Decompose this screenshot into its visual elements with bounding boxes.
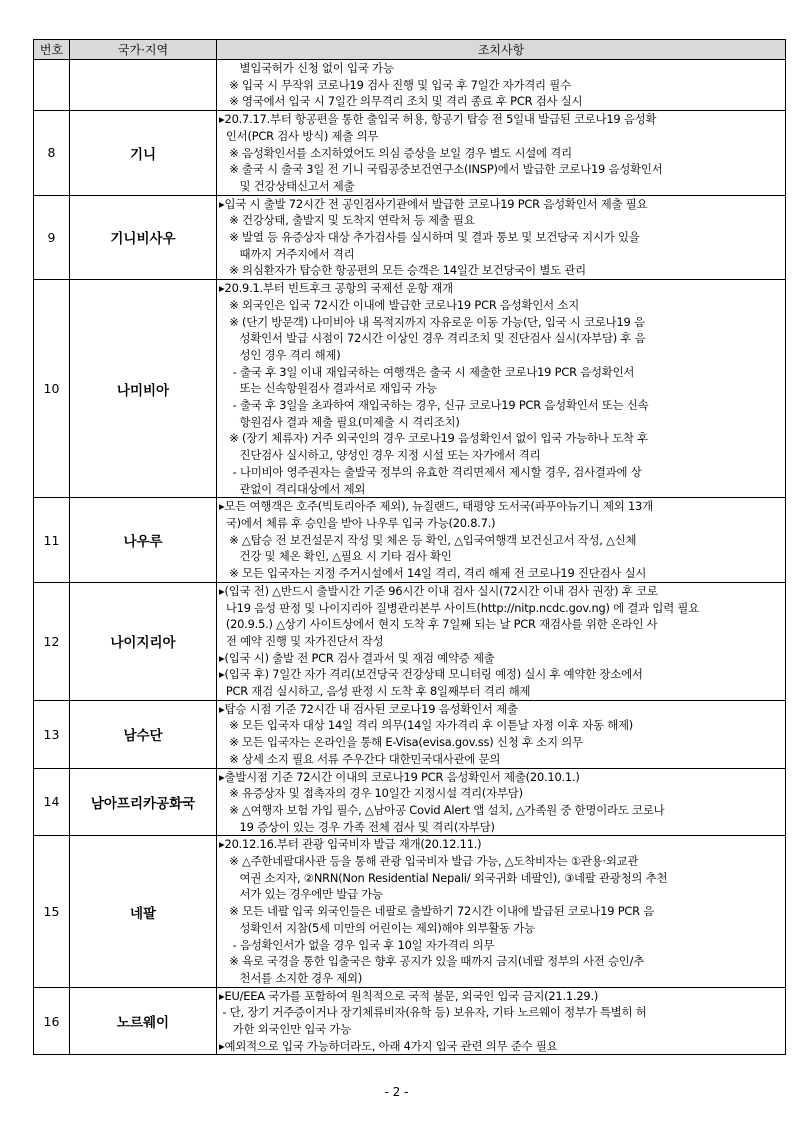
header-number: 번호 — [34, 40, 70, 60]
measure-line: ※ 건강상태, 출발지 및 도착지 연락처 등 제출 필요 — [219, 213, 475, 228]
measures-cell — [217, 987, 786, 1055]
table-header-row — [34, 40, 786, 60]
row-number: 9 — [34, 195, 70, 280]
measure-line: - 나미비아 영주권자는 출발국 정부의 유효한 격리면제서 제시할 경우, 검사결과에 상 — [219, 464, 642, 479]
country-name: 기니비사우 — [70, 195, 217, 280]
measures-cell — [217, 280, 786, 498]
measure-line: 때까지 거주지에서 격리 — [219, 246, 355, 261]
measure-line: ※ 의심환자가 탑승한 항공편의 모든 승객은 14일간 보건당국이 별도 관리 — [219, 263, 586, 278]
table-row — [34, 280, 786, 498]
measure-line: 성인 경우 격리 해제) — [219, 347, 341, 362]
measure-line: 국)에서 체류 후 승인을 받아 나우루 입국 가능(20.8.7.) — [219, 515, 496, 530]
table-row — [34, 60, 786, 111]
measure-line: 전 예약 진행 및 자가진단서 작성 — [219, 633, 384, 648]
table-row — [34, 195, 786, 280]
measure-line: ▸20.9.1.부터 빈트후크 공항의 국제선 운항 재개 — [219, 281, 453, 296]
measure-line: ※ 발열 등 유증상자 대상 추가검사를 실시하며 및 결과 통보 및 보건당국 지시가 있을 — [219, 230, 640, 245]
country-name — [70, 60, 217, 111]
measure-line: ※ 음성확인서를 소지하였어도 의심 증상을 보일 경우 별도 시설에 격리 — [219, 145, 572, 160]
measure-line: 관없이 격리대상에서 제외 — [219, 481, 366, 496]
country-name: 나이지리아 — [70, 582, 217, 700]
country-name: 남수단 — [70, 700, 217, 768]
measure-line: ▸예외적으로 입국 가능하더라도, 아래 4가지 입국 관련 의무 준수 필요 — [219, 1038, 558, 1053]
measure-line: ※ 영국에서 입국 시 7일간 의무격리 조치 및 격리 종료 후 PCR 검사 실시 — [219, 94, 583, 109]
row-number: 8 — [34, 111, 70, 196]
measures-cell — [217, 768, 786, 836]
measures-cell — [217, 700, 786, 768]
row-number: 16 — [34, 987, 70, 1055]
table-body — [34, 60, 786, 1055]
measure-line: 19 증상이 있는 경우 가족 전체 검사 및 격리(자부담) — [219, 819, 495, 834]
measure-line: 별입국허가 신청 없이 입국 가능 — [219, 61, 394, 75]
measure-line: ※ 모든 입국자는 지정 주거시설에서 14일 격리, 격리 해제 전 코로나19 진단검사 실시 — [219, 566, 647, 581]
measure-line: - 음성확인서가 없을 경우 입국 후 10일 자가격리 의무 — [219, 937, 495, 952]
measures-table — [33, 39, 786, 1055]
row-number: 12 — [34, 582, 70, 700]
measure-line: ▸모든 여행객은 호주(빅토리아주 제외), 뉴질랜드, 태평양 도서국(파푸아뉴기니 제외 13개 — [219, 499, 653, 514]
measure-line: 및 건강상태신고서 제출 — [219, 178, 355, 193]
measure-line: PCR 재검 실시하고, 음성 판정 시 도착 후 8일째부터 격리 해제 — [219, 684, 531, 699]
measure-line: 항원검사 결과 제출 필요(미제출 시 격리조치) — [219, 414, 460, 429]
measure-line: (20.9.5.) △상기 사이트상에서 현지 도착 후 7일째 되는 날 PCR 재검사를 위한 온라인 사 — [219, 617, 658, 632]
measures-cell — [217, 60, 786, 111]
country-name: 남아프리카공화국 — [70, 768, 217, 836]
country-name: 네팔 — [70, 836, 217, 987]
measure-line: ※ △여행자 보험 가입 필수, △남아공 Covid Alert 앱 설치, △가족원 중 한명이라도 코로나 — [219, 802, 665, 817]
row-number — [34, 60, 70, 111]
measure-line: ※ 유증상자 및 접촉자의 경우 10일간 지정시설 격리(자부담) — [219, 786, 523, 801]
document-page — [33, 39, 785, 1055]
measure-line: - 단, 장기 거주증이거나 장기체류비자(유학 등) 보유자, 기타 노르웨이 정부가 특별히 허 — [219, 1005, 647, 1020]
measure-line: ▸(입국 후) 7일간 자가 격리(보건당국 건강상태 모니터링 예정) 실시 후 예약한 장소에서 — [219, 667, 643, 682]
measure-line: 서가 있는 경우에만 발급 가능 — [219, 887, 383, 902]
country-name: 나미비아 — [70, 280, 217, 498]
measure-line: 성확인서 발급 시점이 72시간 이상인 경우 격리조치 및 진단검사 실시(자부담) 후 음 — [219, 331, 646, 346]
measure-line: ▸(입국 전) △반드시 출발시간 기준 96시간 이내 검사 실시(72시간 이내 검사 권장) 후 코로 — [219, 583, 658, 598]
row-number: 15 — [34, 836, 70, 987]
country-name: 노르웨이 — [70, 987, 217, 1055]
row-number: 11 — [34, 498, 70, 583]
country-name: 기니 — [70, 111, 217, 196]
measure-line: ▸탑승 시점 기준 72시간 내 검사된 코로나19 음성확인서 제출 — [219, 701, 518, 716]
measure-line: ▸(입국 시) 출발 전 PCR 검사 결과서 및 재검 예약증 제출 — [219, 650, 495, 665]
measure-line: ※ 입국 시 무작위 코로나19 검사 진행 및 입국 후 7일간 자가격리 필수 — [219, 77, 571, 92]
measure-line: ※ 모든 입국자는 온라인을 통해 E-Visa(evisa.gov.ss) 신청 후 소지 의무 — [219, 735, 583, 750]
header-measures: 조치사항 — [217, 40, 786, 60]
table-row — [34, 498, 786, 583]
measure-line: ※ △주한네팔대사관 등을 통해 관광 입국비자 발급 가능, △도착비자는 ①관용·외교관 — [219, 854, 639, 869]
measure-line: ※ 외국인은 입국 72시간 이내에 발급한 코로나19 PCR 음성확인서 소지 — [219, 297, 580, 312]
row-number: 10 — [34, 280, 70, 498]
measure-line: ▸20.12.16.부터 관광 입국비자 발급 재개(20.12.11.) — [219, 837, 482, 852]
table-row — [34, 700, 786, 768]
measure-line: - 출국 후 3일 이내 재입국하는 여행객은 출국 시 제출한 코로나19 PCR 음성확인서 — [219, 364, 635, 379]
measures-cell — [217, 195, 786, 280]
measure-line: ※ 모든 입국자 대상 14일 격리 의무(14일 자가격리 후 이튿날 자정 이후 자동 해제) — [219, 718, 634, 733]
measures-cell — [217, 111, 786, 196]
measure-line: ▸EU/EEA 국가를 포함하여 원칙적으로 국적 불문, 외국인 입국 금지(21.1.29.) — [219, 988, 599, 1003]
measure-line: ▸20.7.17.부터 항공편을 통한 출입국 허용, 항공기 탑승 전 5일내 발급된 코로나19 음성확 — [219, 112, 657, 127]
measure-line: 인서(PCR 검사 방식) 제출 의무 — [219, 128, 379, 143]
measure-line: 여권 소지자, ②NRN(Non Residential Nepali/ 외국귀화 네팔인), ③네팔 관광청의 추천 — [219, 870, 668, 885]
country-name: 나우루 — [70, 498, 217, 583]
measure-line: 또는 신속항원검사 결과서로 재입국 가능 — [219, 381, 437, 396]
measure-line: - 출국 후 3일을 초과하여 재입국하는 경우, 신규 코로나19 PCR 음성확인서 또는 신속 — [219, 398, 649, 413]
table-row — [34, 111, 786, 196]
measure-line: 천서를 소지한 경우 제외) — [219, 970, 363, 985]
measures-cell — [217, 582, 786, 700]
measure-line: ▸출발시점 기준 72시간 이내의 코로나19 PCR 음성확인서 제출(20.10.1.) — [219, 769, 580, 784]
table-row — [34, 768, 786, 836]
table-row — [34, 987, 786, 1055]
table-row — [34, 582, 786, 700]
measures-cell — [217, 836, 786, 987]
measure-line: ▸입국 시 출발 72시간 전 공인검사기관에서 발급한 코로나19 PCR 음성확인서 제출 필요 — [219, 196, 648, 211]
measure-line: ※ 상세 소지 필요 서류 주우간다 대한민국대사관에 문의 — [219, 751, 501, 766]
measure-line: 진단검사 실시하고, 양성인 경우 지정 시설 또는 자가에서 격리 — [219, 448, 541, 463]
measure-line: 가한 외국인만 입국 가능 — [219, 1022, 351, 1037]
measure-line: ※ (장기 체류자) 거주 외국인의 경우 코로나19 음성확인서 없이 입국 가능하나 도착 후 — [219, 431, 648, 446]
row-number: 13 — [34, 700, 70, 768]
measure-line: 건강 및 체온 확인, △필요 시 기타 검사 확인 — [219, 549, 452, 564]
measure-line: ※ (단기 방문객) 나미비아 내 목적지까지 자유로운 이동 가능(단, 입국 시 코로나19 음 — [219, 314, 645, 329]
measures-cell — [217, 498, 786, 583]
measure-line: ※ 모든 네팔 입국 외국인들은 네팔로 출발하기 72시간 이내에 발급된 코로나19 PCR 음 — [219, 904, 655, 919]
row-number: 14 — [34, 768, 70, 836]
measure-line: ※ 출국 시 출국 3일 전 기니 국립공중보건연구소(INSP)에서 발급한 코로나19 음성확인서 — [219, 162, 663, 177]
measure-line: ※ 육로 국경을 통한 입출국은 향후 공지가 있을 때까지 금지(네팔 정부의 사전 승인/추 — [219, 954, 645, 969]
page-number: - 2 - — [384, 1085, 409, 1099]
measure-line: 나19 음성 판정 및 나이지리아 질병관리본부 사이트(http://nitp.ncdc.gov.ng) 에 결과 입력 필요 — [219, 600, 700, 615]
header-country: 국가·지역 — [70, 40, 217, 60]
table-row — [34, 836, 786, 987]
measure-line: 성확인서 지참(5세 미만의 어린이는 제외)해야 외부활동 가능 — [219, 920, 535, 935]
measure-line: ※ △탑승 전 보건설문지 작성 및 체온 등 확인, △입국여행객 보건신고서 작성, △신체 — [219, 532, 637, 547]
